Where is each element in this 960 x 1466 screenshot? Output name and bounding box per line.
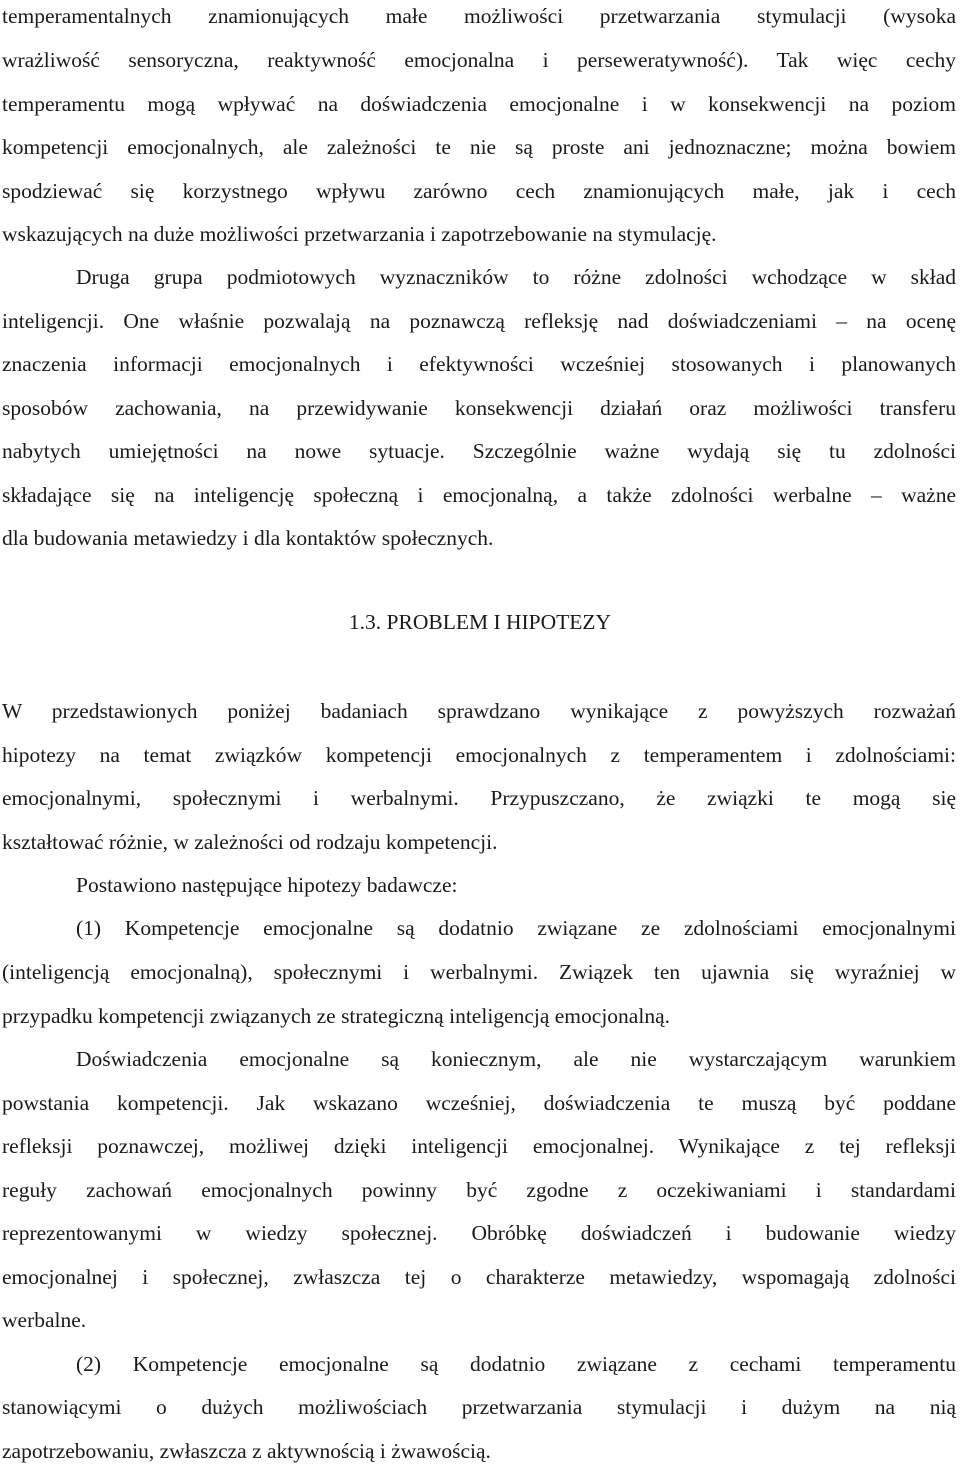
section-heading: 1.3. PROBLEM I HIPOTEZY [348, 610, 612, 634]
hypothesis-line: zapotrzebowaniu, zwłaszcza z aktywnością i żwawością. [2, 1439, 491, 1463]
paragraph-line: W przedstawionych poniżej badaniach sprawdzano wynikające z powyższych rozważań [2, 699, 956, 723]
paragraph-line: werbalne. [2, 1308, 87, 1332]
paragraph-line: refleksji poznawczej, możliwej dzięki inteligencji emocjonalnej. Wynikające z tej refleksji [2, 1134, 956, 1158]
paragraph-line: sposobów zachowania, na przewidywanie konsekwencji działań oraz możliwości transferu [2, 396, 956, 420]
paragraph-line: Druga grupa podmiotowych wyznaczników to różne zdolności wchodzące w skład [76, 265, 956, 289]
paragraph-line: składające się na inteligencję społeczną i emocjonalną, a także zdolności werbalne – ważne [2, 483, 956, 507]
paragraph-line: temperamentu mogą wpływać na doświadczenia emocjonalne i w konsekwencji na poziom [2, 92, 956, 116]
paragraph-line: temperamentalnych znamionujących małe możliwości przetwarzania stymulacji (wysoka [2, 4, 956, 28]
paragraph-line: nabytych umiejętności na nowe sytuacje. Szczególnie ważne wydają się tu zdolności [2, 439, 956, 463]
paragraph-line: dla budowania metawiedzy i dla kontaktów społecznych. [2, 526, 494, 550]
paragraph-line: powstania kompetencji. Jak wskazano wcześniej, doświadczenia te muszą być poddane [2, 1091, 956, 1115]
paragraph-line: wskazujących na duże możliwości przetwarzania i zapotrzebowanie na stymulację. [2, 222, 717, 246]
paragraph-line: Postawiono następujące hipotezy badawcze: [76, 873, 458, 897]
hypothesis-line: (1) Kompetencje emocjonalne są dodatnio związane ze zdolnościami emocjonalnymi [76, 916, 956, 940]
hypothesis-line: (2) Kompetencje emocjonalne są dodatnio związane z cechami temperamentu [76, 1352, 956, 1376]
paragraph-line: inteligencji. One właśnie pozwalają na poznawczą refleksję nad doświadczeniami – na ocenę [2, 309, 956, 333]
hypothesis-line: (inteligencją emocjonalną), społecznymi i werbalnymi. Związek ten ujawnia się wyraźniej w [2, 960, 956, 984]
paragraph-line: Doświadczenia emocjonalne są koniecznym, ale nie wystarczającym warunkiem [76, 1047, 956, 1071]
hypothesis-line: przypadku kompetencji związanych ze strategiczną inteligencją emocjonalną. [2, 1004, 670, 1028]
paragraph-line: hipotezy na temat związków kompetencji emocjonalnych z temperamentem i zdolnościami: [2, 743, 956, 767]
paragraph-line: reprezentowanymi w wiedzy społecznej. Obróbkę doświadczeń i budowanie wiedzy [2, 1221, 956, 1245]
paragraph-line: kształtować różnie, w zależności od rodzaju kompetencji. [2, 830, 498, 854]
paragraph-line: spodziewać się korzystnego wpływu zarówno cech znamionujących małe, jak i cech [2, 179, 956, 203]
paragraph-line: reguły zachowań emocjonalnych powinny być zgodne z oczekiwaniami i standardami [2, 1178, 956, 1202]
paragraph-line: kompetencji emocjonalnych, ale zależności te nie są proste ani jednoznaczne; można bowiem [2, 135, 956, 159]
paragraph-line: wrażliwość sensoryczna, reaktywność emocjonalna i perseweratywność). Tak więc cechy [2, 48, 956, 72]
paragraph-line: emocjonalnymi, społecznymi i werbalnymi. Przypuszczano, że związki te mogą się [2, 786, 956, 810]
paragraph-line: znaczenia informacji emocjonalnych i efektywności wcześniej stosowanych i planowanych [2, 352, 956, 376]
paragraph-line: emocjonalnej i społecznej, zwłaszcza tej o charakterze metawiedzy, wspomagają zdolności [2, 1265, 956, 1289]
hypothesis-line: stanowiącymi o dużych możliwościach przetwarzania stymulacji i dużym na nią [2, 1395, 956, 1419]
